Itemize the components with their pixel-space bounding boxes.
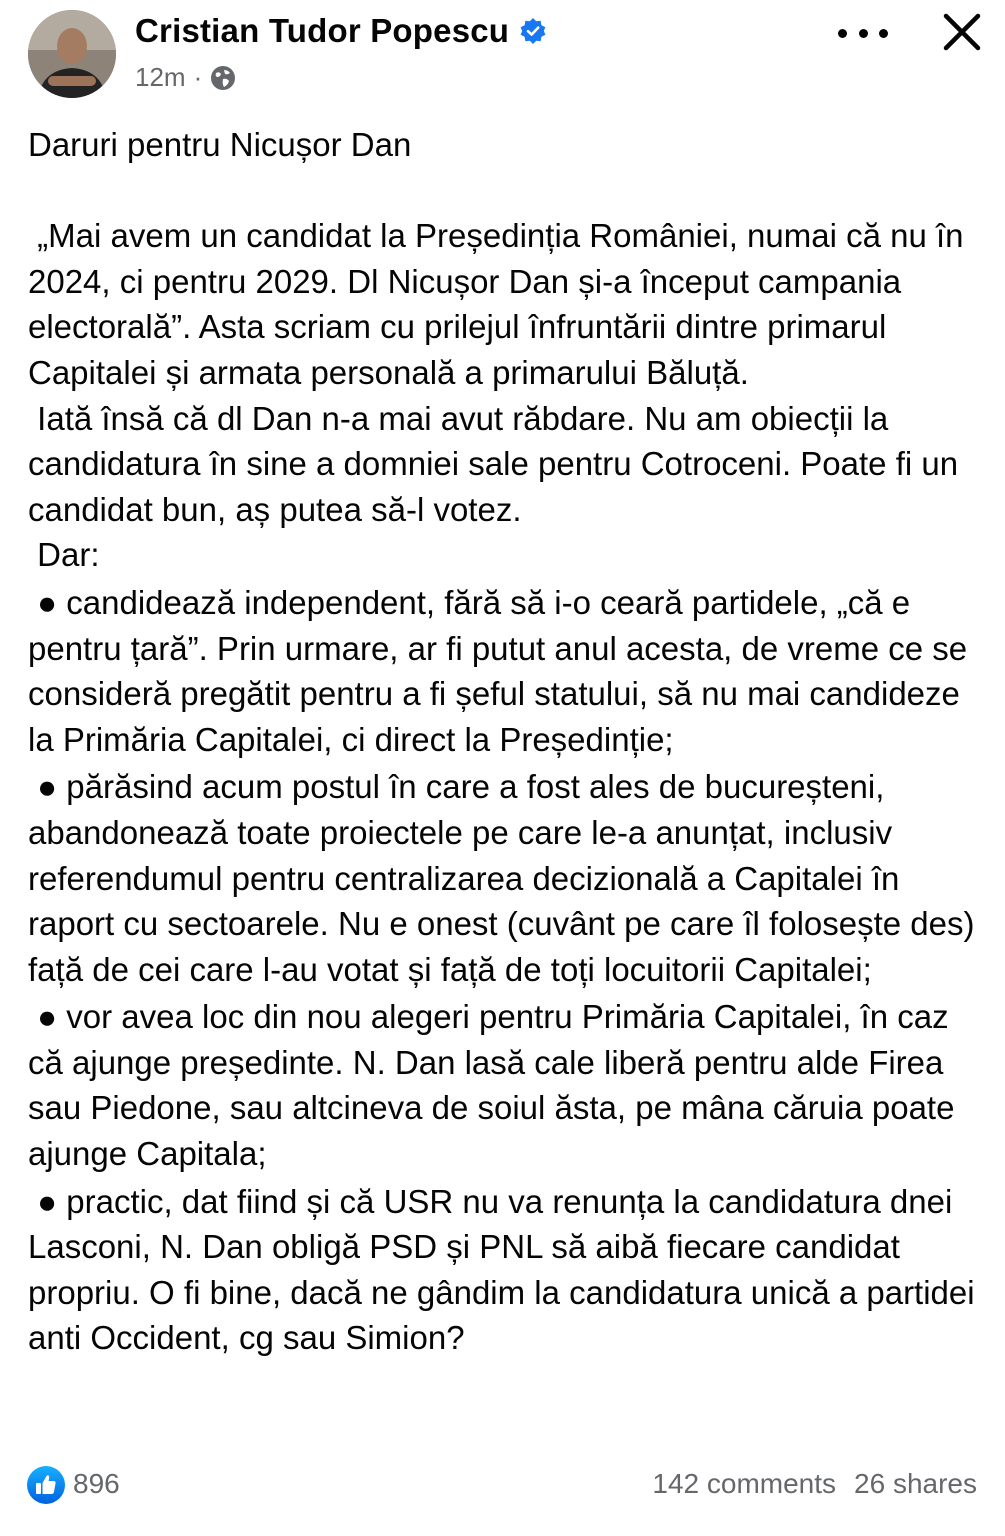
author-name[interactable]: Cristian Tudor Popescu <box>135 12 510 49</box>
meta-separator: · <box>193 62 203 92</box>
more-dot <box>838 29 847 38</box>
comments-count[interactable]: 142 comments <box>652 1468 837 1499</box>
shares-count[interactable]: 26 shares <box>854 1468 977 1499</box>
post-bullet-item: ● părăsind acum postul în care a fost ales de bucureșteni, abandonează toate proiectele pe care le-a anunțat, inclusiv referendumul pentru centralizarea decizională a Capitalei în raport cu sectoarele. Nu e onest (cuvânt pe care îl folosește des) față de cei care l-au votat și față de toți locuitorii Capitalei; <box>28 768 984 988</box>
more-dot <box>879 29 888 38</box>
post-stats <box>652 1468 977 1500</box>
post-bullet-item: ● candidează independent, fără să i-o ceară partidele, „că e pentru țară”. Prin urmare, ar fi putut anul acesta, de vreme ce se consideră pregătit pentru a fi șeful statului, să nu mai candideze la Primăria Capitalei, ci direct la Președinție; <box>28 583 977 758</box>
post-paragraph: „Mai avem un candidat la Președinția României, numai că nu în 2024, ci pentru 2029. Dl Nicușor Dan și-a început campania electorală”. Asta scriam cu prilejul înfruntării dintre primarul Capitalei și armata personală a primarului Băluță. <box>28 217 973 391</box>
post-bullet-item: ● practic, dat fiind și că USR nu va renunța la candidatura dnei Lasconi, N. Dan obligă PSD și PNL să aibă fiecare candidat propriu. O fi bine, dacă ne gândim la candidatura unică a partidei anti Occident, cg sau Simion? <box>28 1182 984 1357</box>
author-row <box>135 12 547 50</box>
post-bullet-item: ● vor avea loc din nou alegeri pentru Primăria Capitalei, în caz că ajunge președinte. N. Dan lasă cale liberă pentru alde Firea sau Piedone, sau altcineva de soiul ăsta, pe mâna căruia poate ajunge Capitala; <box>28 998 964 1173</box>
post-header <box>0 0 1005 110</box>
verified-badge-icon <box>519 17 547 45</box>
like-icon[interactable] <box>27 1466 65 1504</box>
more-dot <box>859 29 868 38</box>
globe-icon <box>210 65 236 91</box>
post-title: Daruri pentru Nicușor Dan <box>28 126 412 163</box>
post-footer <box>0 1460 1005 1520</box>
close-icon[interactable] <box>938 8 986 56</box>
avatar[interactable] <box>28 10 116 98</box>
post-paragraph: Dar: <box>28 536 100 574</box>
more-options-icon[interactable] <box>838 18 888 48</box>
post-meta <box>135 62 236 93</box>
post-text <box>28 122 988 1361</box>
post-paragraph: Iată însă că dl Dan n-a mai avut răbdare. Nu am obiecții la candidatura în sine a domniei sale pentru Cotroceni. Poate fi un candidat bun, aș putea să-l votez. <box>28 399 968 528</box>
reaction-count[interactable]: 896 <box>73 1468 120 1499</box>
post-time[interactable]: 12m <box>135 62 186 92</box>
